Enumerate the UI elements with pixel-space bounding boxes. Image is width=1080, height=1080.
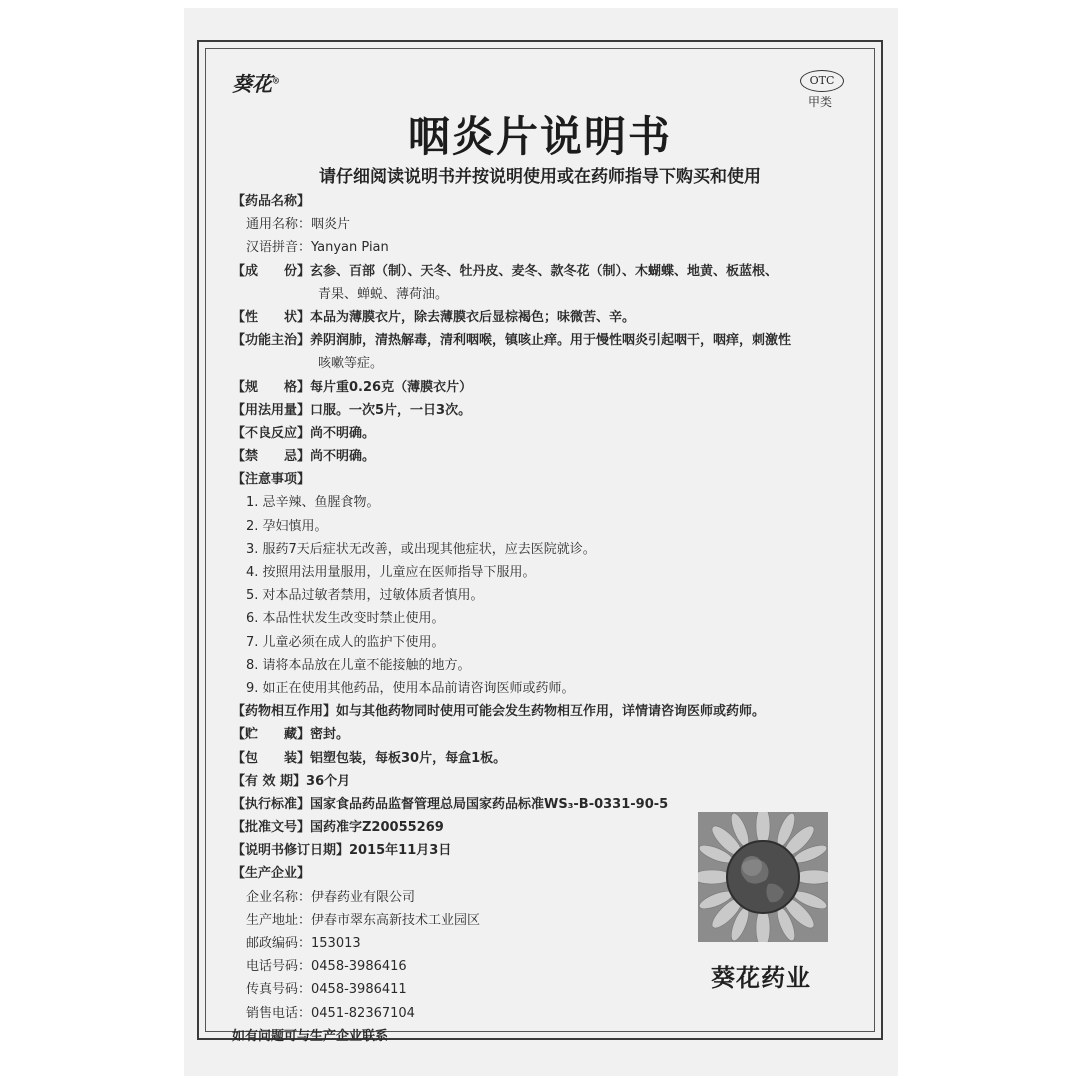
leaflet-line: 5. 对本品过敏者禁用，过敏体质者慎用。 [246,588,484,604]
leaflet-line: 【规 格】每片重0.26克（薄膜衣片） [232,379,473,395]
leaflet-line: 【用法用量】口服。一次5片，一日3次。 [232,402,472,418]
leaflet-line: 【不良反应】尚不明确。 [232,425,376,441]
leaflet-line: 1. 忌辛辣、鱼腥食物。 [246,495,380,511]
leaflet-line: 通用名称：咽炎片 [246,217,351,233]
leaflet-line: 【药品名称】 [232,194,311,209]
leaflet-line: 电话号码：0458-3986416 [246,959,407,975]
leaflet-line: 如有问题可与生产企业联系 [232,1028,389,1044]
leaflet-line: 【生产企业】 [232,866,311,882]
sunflower-globe-emblem [698,812,828,942]
leaflet-line: 8. 请将本品放在儿童不能接触的地方。 [246,657,471,673]
otc-class-label: 甲类 [808,95,833,109]
leaflet-line: 【说明书修订日期】2015年11月3日 [232,843,452,859]
leaflet-line: 汉语拼音：Yanyan Pian [246,240,389,256]
leaflet-line: 2. 孕妇慎用。 [246,518,328,534]
leaflet-line: 【功能主治】养阴润肺，清热解毒，清利咽喉，镇咳止痒。用于慢性咽炎引起咽干，咽痒，刺激性 [232,333,792,349]
leaflet-line: 6. 本品性状发生改变时禁止使用。 [246,611,445,627]
leaflet-line: 9. 如正在使用其他药品，使用本品前请咨询医师或药师。 [246,680,575,696]
leaflet-line: 传真号码：0458-3986411 [246,982,407,998]
leaflet-line: 7. 儿童必须在成人的监护下使用。 [246,634,445,650]
leaflet-line: 【批准文号】国药准字Z20055269 [232,820,444,836]
brand-logo: 葵花® [232,72,280,96]
leaflet-line: 4. 按照用法用量服用，儿童应在医师指导下服用。 [246,565,536,580]
leaflet-line: 3. 服药7天后症状无改善，或出现其他症状，应去医院就诊。 [246,541,596,557]
leaflet-line: 企业名称：伊春药业有限公司 [246,889,416,905]
document-subtitle: 请仔细阅读说明书并按说明使用或在药师指导下购买和使用 [319,167,761,187]
leaflet-line: 【执行标准】国家食品药品监督管理总局国家药品标准WS₃-B-0331-90-5 [232,796,669,812]
leaflet-line: 销售电话：0451-82367104 [246,1005,415,1021]
leaflet-line: 【注意事项】 [232,472,311,488]
leaflet-line: 【有 效 期】36个月 [232,773,351,789]
otc-badge: OTC [800,70,844,92]
leaflet-line: 【成 份】玄参、百部（制）、天冬、牡丹皮、麦冬、款冬花（制）、木蝴蝶、地黄、板蓝根、 [232,263,779,279]
company-logo: 葵花药业 [711,963,811,992]
leaflet-line: 【性 状】本品为薄膜衣片，除去薄膜衣后显棕褐色；味微苦、辛。 [232,309,636,325]
leaflet-line: 【包 装】铝塑包装，每板30片，每盒1板。 [232,750,507,766]
leaflet-line: 青果、蝉蜕、薄荷油。 [318,286,449,302]
leaflet-line: 【贮 藏】密封。 [232,727,350,743]
leaflet-line: 【药物相互作用】如与其他药物同时使用可能会发生药物相互作用，详情请咨询医师或药师。 [232,704,766,720]
leaflet-line: 【禁 忌】尚不明确。 [232,449,376,465]
document-title: 咽炎片说明书 [407,112,672,161]
leaflet-line: 生产地址：伊春市翠东高新技术工业园区 [246,912,481,928]
leaflet-line: 咳嗽等症。 [318,356,384,372]
leaflet-line: 邮政编码：153013 [246,936,361,951]
